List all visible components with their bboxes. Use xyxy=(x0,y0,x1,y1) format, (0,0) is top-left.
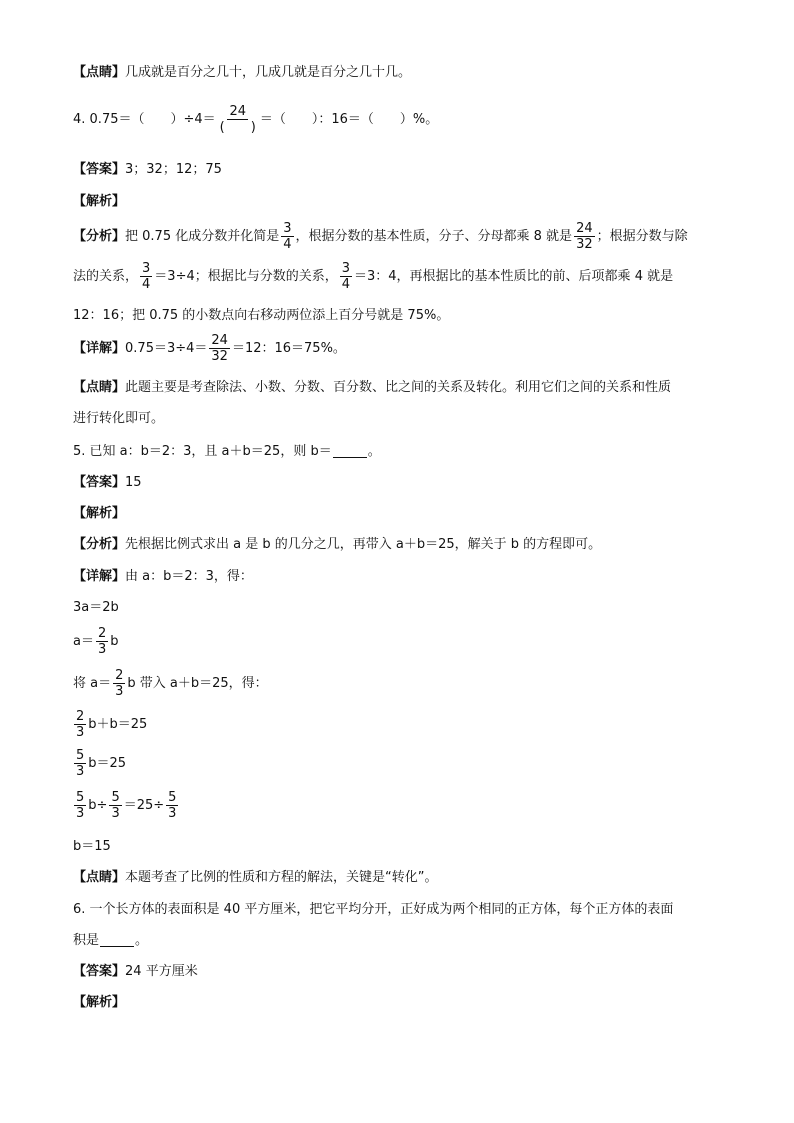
xiangjie-5-text: 由 a：b＝2：3，得： xyxy=(125,569,253,584)
eq-1 xyxy=(73,601,119,614)
tag-answer: 【答案】 xyxy=(73,964,126,979)
fraction xyxy=(281,222,293,251)
fraction xyxy=(96,627,108,656)
fenxi-4-s3: ；根据分数与除 xyxy=(596,229,688,244)
dianjing-4-line1 xyxy=(73,381,671,394)
q5-s1: 5. 已知 a：b＝2：3，且 a＋b＝25，则 b＝ xyxy=(73,444,332,459)
q4-part1: 4. 0.75＝（ ）÷4＝ xyxy=(73,112,216,127)
eq-7-text: b＝15 xyxy=(73,839,111,854)
fraction xyxy=(109,791,121,820)
fenxi-4-s7: 12：16；把 0.75 的小数点向右移动两位添上百分号就是 75%。 xyxy=(73,308,450,323)
fraction-num: 3 xyxy=(142,261,151,276)
eq-3 xyxy=(73,669,268,698)
fraction-den: 4 xyxy=(341,277,351,292)
tag-dianjing: 【点睛】 xyxy=(73,380,126,395)
answer-5-text: 15 xyxy=(125,475,142,490)
fraction xyxy=(74,791,86,820)
fraction-den: 3 xyxy=(76,725,85,740)
fraction-den: 32 xyxy=(211,349,228,364)
fenxi-4-s1: 把 0.75 化成分数并化简是 xyxy=(125,229,280,244)
fraction xyxy=(166,791,178,820)
question-5 xyxy=(73,445,381,458)
text-dianjing-1: 几成就是百分之几十，几成几就是百分之几十几。 xyxy=(125,65,412,80)
fenxi-4-line2 xyxy=(73,262,673,291)
eq-6 xyxy=(74,791,180,820)
fraction-num: 5 xyxy=(76,790,85,805)
fraction-num: 2 xyxy=(76,709,85,724)
dianjing-4-s2: 进行转化即可。 xyxy=(73,411,165,426)
jiexi-6 xyxy=(73,996,125,1009)
q4-fraction-num: 24 xyxy=(229,104,246,119)
question-4 xyxy=(73,105,438,134)
fraction-den: 4 xyxy=(283,237,292,252)
dianjing-4-s1: 此题主要是考查除法、小数、分数、百分数、比之间的关系及转化。利用它们之间的关系和性质 xyxy=(125,380,672,395)
tag-fenxi: 【分析】 xyxy=(73,229,126,244)
question-6-line1 xyxy=(73,903,673,916)
fenxi-4-s6: ＝3：4，再根据比的基本性质比的前、后项都乘 4 就是 xyxy=(354,269,674,284)
fraction-num: 3 xyxy=(283,221,292,236)
line-dianjing-1 xyxy=(73,66,411,79)
fraction-den: 3 xyxy=(115,684,124,699)
eq-5-s2: b＝25 xyxy=(88,756,127,771)
eq-3-s2: b 带入 a＋b＝25，得： xyxy=(127,676,268,691)
q6-s3: 。 xyxy=(135,933,149,948)
answer-5 xyxy=(73,476,142,489)
answer-6-text: 24 平方厘米 xyxy=(125,964,198,979)
fraction-num: 5 xyxy=(111,790,120,805)
jiexi-5 xyxy=(73,507,125,520)
answer-blank xyxy=(100,934,134,947)
tag-fenxi: 【分析】 xyxy=(73,537,126,552)
fraction-num: 5 xyxy=(76,748,85,763)
q5-s2: 。 xyxy=(367,444,381,459)
eq-3-s1: 将 a＝ xyxy=(73,676,112,691)
eq-1-text: 3a＝2b xyxy=(73,600,119,615)
fraction-den: 3 xyxy=(76,764,85,779)
fenxi-4-s4: 法的关系， xyxy=(73,269,139,284)
q6-s1: 6. 一个长方体的表面积是 40 平方厘米，把它平均分开，正好成为两个相同的正方体，每个正方体的表面 xyxy=(73,902,674,917)
fraction-den: 3 xyxy=(168,806,177,821)
fraction-num: 24 xyxy=(576,221,593,236)
question-6-line2 xyxy=(73,934,148,947)
eq-4 xyxy=(74,710,147,739)
fenxi-4-line3 xyxy=(73,309,449,322)
eq-2 xyxy=(73,627,119,656)
fraction-num: 2 xyxy=(115,668,124,683)
fraction xyxy=(340,262,352,291)
eq-7 xyxy=(73,840,111,853)
eq-2-s2: b xyxy=(110,634,119,649)
fraction-den: 3 xyxy=(97,642,107,657)
q4-fraction-den: ( ) xyxy=(219,120,256,135)
dianjing-5 xyxy=(73,871,438,884)
q6-s2: 积是 xyxy=(73,933,100,948)
answer-4 xyxy=(73,163,222,176)
tag-jiexi: 【解析】 xyxy=(73,194,126,209)
eq-6-s1: b÷ xyxy=(88,798,108,813)
eq-4-s2: b＋b＝25 xyxy=(88,717,148,732)
fraction-den: 3 xyxy=(76,806,85,821)
xiangjie-4-s1: 0.75＝3÷4＝ xyxy=(125,341,208,356)
fenxi-5-text: 先根据比例式求出 a 是 b 的几分之几，再带入 a＋b＝25，解关于 b 的方程即可。 xyxy=(125,537,602,552)
fraction-num: 5 xyxy=(168,790,177,805)
answer-4-text: 3；32；12；75 xyxy=(125,162,222,177)
tag-dianjing: 【点睛】 xyxy=(73,65,126,80)
tag-jiexi: 【解析】 xyxy=(73,506,126,521)
fraction xyxy=(140,262,152,291)
eq-6-s2: ＝25÷ xyxy=(123,798,165,813)
tag-answer: 【答案】 xyxy=(73,475,126,490)
tag-xiangjie: 【详解】 xyxy=(73,569,126,584)
fraction xyxy=(209,334,230,363)
fraction xyxy=(113,669,125,698)
fraction xyxy=(74,710,86,739)
tag-jiexi: 【解析】 xyxy=(73,995,126,1010)
answer-6 xyxy=(73,965,198,978)
fraction-den: 32 xyxy=(576,237,593,252)
fraction xyxy=(574,222,595,251)
fraction-den: 4 xyxy=(142,277,151,292)
fenxi-4-s2: ，根据分数的基本性质，分子、分母都乘 8 就是 xyxy=(295,229,573,244)
fraction-num: 2 xyxy=(97,626,107,641)
q4-fraction xyxy=(218,105,258,134)
xiangjie-4-s2: ＝12：16＝75%。 xyxy=(231,341,346,356)
dianjing-5-text: 本题考查了比例的性质和方程的解法，关键是“转化”。 xyxy=(125,870,438,885)
fenxi-5 xyxy=(73,538,601,551)
eq-2-s1: a＝ xyxy=(73,634,94,649)
xiangjie-4 xyxy=(73,334,346,363)
tag-dianjing: 【点睛】 xyxy=(73,870,126,885)
fenxi-4-line1 xyxy=(73,222,688,251)
xiangjie-5 xyxy=(73,570,253,583)
fraction xyxy=(74,749,86,778)
dianjing-4-line2 xyxy=(73,412,164,425)
answer-blank xyxy=(333,445,367,458)
fraction-num: 24 xyxy=(211,333,228,348)
tag-xiangjie: 【详解】 xyxy=(73,341,126,356)
fraction-num: 3 xyxy=(341,261,351,276)
eq-5 xyxy=(74,749,126,778)
fenxi-4-s5: ＝3÷4；根据比与分数的关系， xyxy=(154,269,338,284)
q4-part2: ＝（ ）：16＝（ ）%。 xyxy=(259,112,439,127)
fraction-den: 3 xyxy=(111,806,120,821)
tag-answer: 【答案】 xyxy=(73,162,126,177)
jiexi-4 xyxy=(73,195,125,208)
